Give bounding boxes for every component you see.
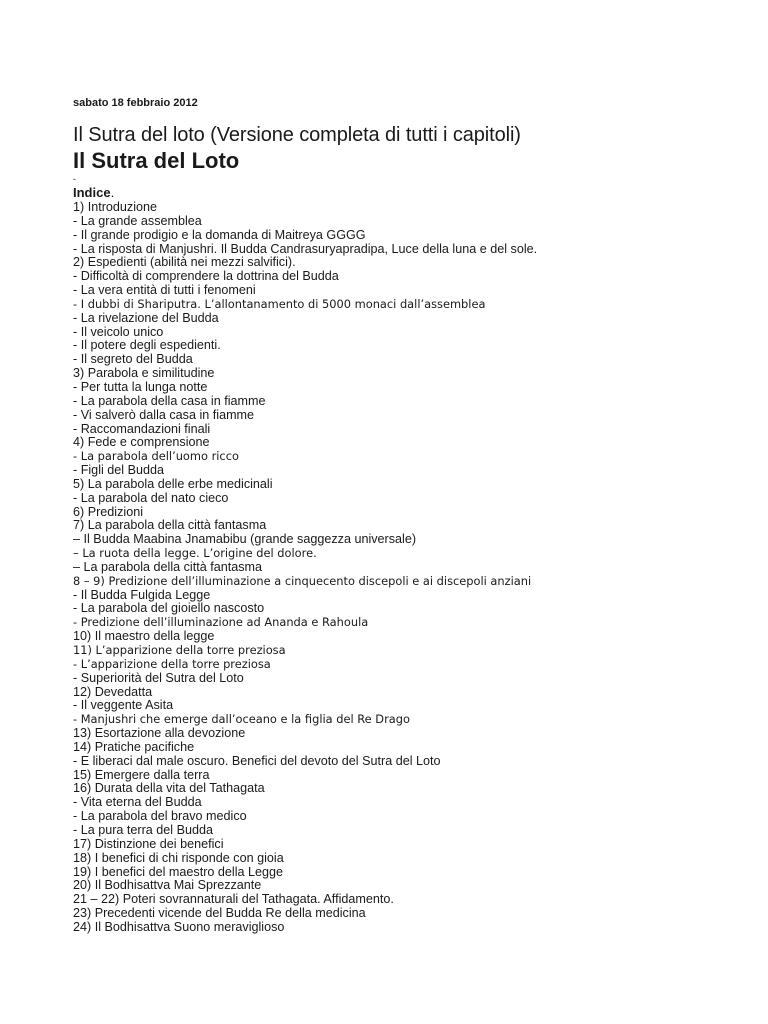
toc-item: - La risposta di Manjushri. Il Budda Candrasuryapradipa, Luce della luna e del sole. (73, 241, 538, 256)
document-heading: Il Sutra del Loto (73, 148, 240, 173)
toc-item: 3) Parabola e similitudine (73, 366, 215, 381)
toc-item: 10) Il maestro della legge (73, 629, 215, 644)
index-heading (73, 185, 114, 200)
toc-item: - Il Budda Fulgida Legge (73, 587, 211, 602)
toc-item: – La ruota della legge. L’origine del dolore. (73, 546, 317, 561)
toc-item: 17) Distinzione dei benefici (73, 836, 224, 851)
toc-item: - La parabola della casa in fiamme (73, 393, 266, 408)
toc-item: - Figli del Budda (73, 463, 165, 478)
toc-item: 12) Devedatta (73, 684, 153, 699)
toc-item: - I dubbi di Shariputra. L’allontanamento di 5000 monaci dall’assemblea (73, 296, 486, 311)
toc-item: 23) Precedenti vicende del Budda Re della medicina (73, 906, 366, 921)
toc-item: 19) I benefici del maestro della Legge (73, 864, 284, 879)
toc-item: - La rivelazione del Budda (73, 310, 219, 325)
toc-item: - Raccomandazioni finali (73, 421, 211, 436)
toc-item: 21 – 22) Poteri sovrannaturali del Tathagata. Affidamento. (73, 892, 394, 907)
toc-item: 18) I benefici di chi risponde con gioia (73, 850, 284, 865)
toc-item: - La pura terra del Budda (73, 822, 214, 837)
toc-item: 4) Fede e comprensione (73, 435, 210, 450)
toc-item: - Per tutta la lunga notte (73, 379, 208, 394)
toc-item: - Il segreto del Budda (73, 352, 193, 367)
toc-item: 7) La parabola della città fantasma (73, 518, 267, 533)
toc-item: 8 – 9) Predizione dell’illuminazione a cinquecento discepoli e ai discepoli anziani (73, 573, 532, 588)
toc-item: - Difficoltà di comprendere la dottrina del Budda (73, 269, 339, 284)
toc-item: - Il potere degli espedienti. (73, 338, 221, 353)
toc-item: - La parabola del bravo medico (73, 809, 247, 824)
toc-item: - Il veicolo unico (73, 324, 164, 339)
toc-item: 14) Pratiche pacifiche (73, 739, 195, 754)
post-date: sabato 18 febbraio 2012 (73, 97, 198, 109)
toc-item: - Superiorità del Sutra del Loto (73, 670, 244, 685)
toc-item: - Predizione dell’illuminazione ad Ananda e Rahoula (73, 615, 369, 630)
toc-item: - La grande assemblea (73, 213, 202, 228)
toc-item: – La parabola della città fantasma (73, 559, 263, 574)
index-suffix: . (110, 185, 115, 200)
toc-item: 11) L’apparizione della torre preziosa (73, 643, 286, 657)
toc-item: 2) Espedienti (abilità nei mezzi salvifici). (73, 255, 296, 270)
toc-item: 24) Il Bodhisattva Suono meraviglioso (73, 919, 285, 934)
toc-item: - Manjushri che emerge dall’oceano e la figlia del Re Drago (73, 712, 410, 727)
toc-item: - La parabola del nato cieco (73, 490, 229, 505)
post-title: Il Sutra del loto (Versione completa di tutti i capitoli) (73, 124, 521, 146)
separator-dash: - (73, 174, 76, 184)
toc-item: 16) Durata della vita del Tathagata (73, 781, 265, 796)
toc-item: - Vita eterna del Budda (73, 795, 202, 810)
toc-item: - La parabola del gioiello nascosto (73, 601, 265, 616)
toc-item: - E liberaci dal male oscuro. Benefici del devoto del Sutra del Loto (73, 753, 441, 768)
toc-item: - L’apparizione della torre preziosa (73, 656, 271, 671)
toc-item: - Il veggente Asita (73, 698, 174, 713)
toc-item: - La vera entità di tutti i fenomeni (73, 283, 256, 298)
toc-item: - La parabola dell’uomo ricco (73, 449, 239, 464)
toc-item: 1) Introduzione (73, 200, 158, 214)
index-label: Indice (73, 185, 111, 200)
toc-item: 5) La parabola delle erbe medicinali (73, 476, 273, 491)
toc-item: 6) Predizioni (73, 504, 143, 519)
toc-item: – Il Budda Maabina Jnamabibu (grande saggezza universale) (73, 532, 417, 547)
toc-item: - Il grande prodigio e la domanda di Maitreya GGGG (73, 227, 366, 242)
toc-item: 13) Esortazione alla devozione (73, 726, 246, 741)
table-of-contents (73, 201, 537, 935)
toc-item: 20) Il Bodhisattva Mai Sprezzante (73, 878, 262, 893)
toc-item: 15) Emergere dalla terra (73, 767, 210, 782)
toc-item: - Vi salverò dalla casa in fiamme (73, 407, 255, 422)
